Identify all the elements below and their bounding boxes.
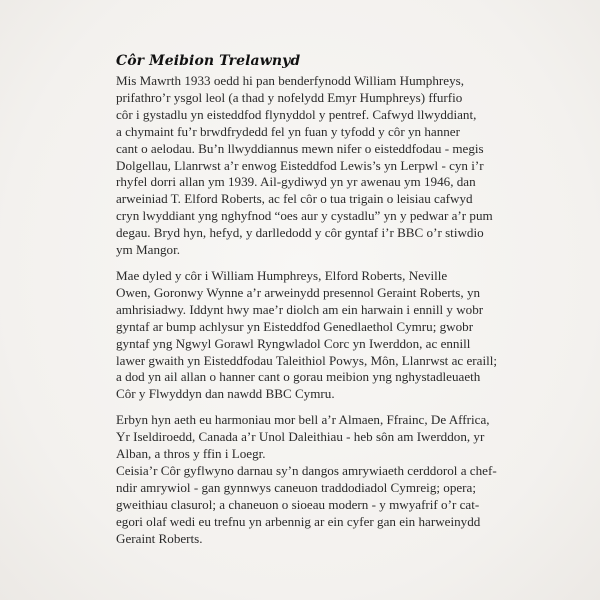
text-line: arweiniad T. Elford Roberts, ac fel côr o tua trigain o leisiau cafwyd	[116, 191, 473, 207]
text-line: lawer gwaith yn Eisteddfodau Taleithiol Powys, Môn, Llanrwst ac eraill;	[116, 352, 498, 368]
text-line: côr i gystadlu yn eisteddfod flynyddol y pentref. Cafwyd llwyddiant,	[116, 106, 477, 122]
paragraph-spacer	[116, 403, 534, 412]
text-line: Ceisia’r Côr gyflwyno darnau sy’n dangos amrywiaeth cerddorol a chef-	[116, 462, 497, 478]
text-line: gweithiau clasurol; a chaneuon o sioeau modern - y mwyafrif o’r cat-	[116, 496, 480, 512]
text-line: degau. Bryd hyn, hefyd, y darlledodd y côr gyntaf i’r BBC o’r stiwdio	[116, 225, 484, 241]
text-line: egori olaf wedi eu trefnu yn arbennig ar ein cyfer gan ein harweinydd	[116, 513, 481, 529]
text-line: cant o aelodau. Bu’n llwyddiannus mewn nifer o eisteddfodau - megis	[116, 140, 484, 156]
text-line: a dod yn ail allan o hanner cant o gorau meibion yng nghystadleuaeth	[116, 369, 481, 385]
paragraph-conductors	[116, 268, 534, 403]
text-line: a chymaint fu’r brwdfrydedd fel yn fuan y tyfodd y côr yn hanner	[116, 123, 460, 139]
paragraph-history	[116, 73, 534, 259]
text-line: cryn lwyddiant yng nghyfnod “oes aur y cystadlu” yn y pedwar a’r pum	[116, 208, 493, 224]
text-line: ym Mangor.	[116, 242, 181, 258]
paragraph-tours	[116, 412, 534, 463]
text-line: Mis Mawrth 1933 oedd hi pan benderfynodd William Humphreys,	[116, 73, 464, 88]
text-line: rhyfel dorri allan ym 1939. Ail-gydiwyd yn yr awenau ym 1946, dan	[116, 174, 476, 190]
text-line: amhrisiadwy. Iddynt hwy mae’r diolch am ein harwain i ennill y wobr	[116, 301, 484, 317]
article-title: Côr Meibion Trelawnyd	[116, 53, 301, 69]
text-line: Geraint Roberts.	[116, 530, 203, 546]
text-line: Alban, a thros y ffin i Loegr.	[116, 446, 266, 462]
text-line: Côr y Flwyddyn dan nawdd BBC Cymru.	[116, 386, 335, 402]
text-line: Owen, Goronwy Wynne a’r arweinydd presennol Geraint Roberts, yn	[116, 284, 481, 300]
text-line: Dolgellau, Llanrwst a’r enwog Eisteddfod Lewis’s yn Lerpwl - cyn i’r	[116, 157, 484, 173]
text-line: Erbyn hyn aeth eu harmoniau mor bell a’r Almaen, Ffrainc, De Affrica,	[116, 412, 490, 428]
text-line: gyntaf yng Ngwyl Gorawl Ryngwladol Corc yn Iwerddon, ac ennill	[116, 335, 471, 351]
paragraph-repertoire	[116, 463, 534, 548]
text-line: ndir amrywiol - gan gynnwys caneuon traddodiadol Cymreig; opera;	[116, 479, 476, 495]
paragraph-spacer	[116, 259, 534, 268]
text-line: Mae dyled y côr i William Humphreys, Elford Roberts, Neville	[116, 267, 448, 283]
text-line: Yr Iseldiroedd, Canada a’r Unol Daleithiau - heb sôn am Iwerddon, yr	[116, 429, 485, 445]
article	[116, 52, 534, 547]
text-line: gyntaf ar bump achlysur yn Eisteddfod Genedlaethol Cymru; gwobr	[116, 318, 474, 334]
text-line: prifathro’r ysgol leol (a thad y nofelydd Emyr Humphreys) ffurfio	[116, 89, 463, 105]
